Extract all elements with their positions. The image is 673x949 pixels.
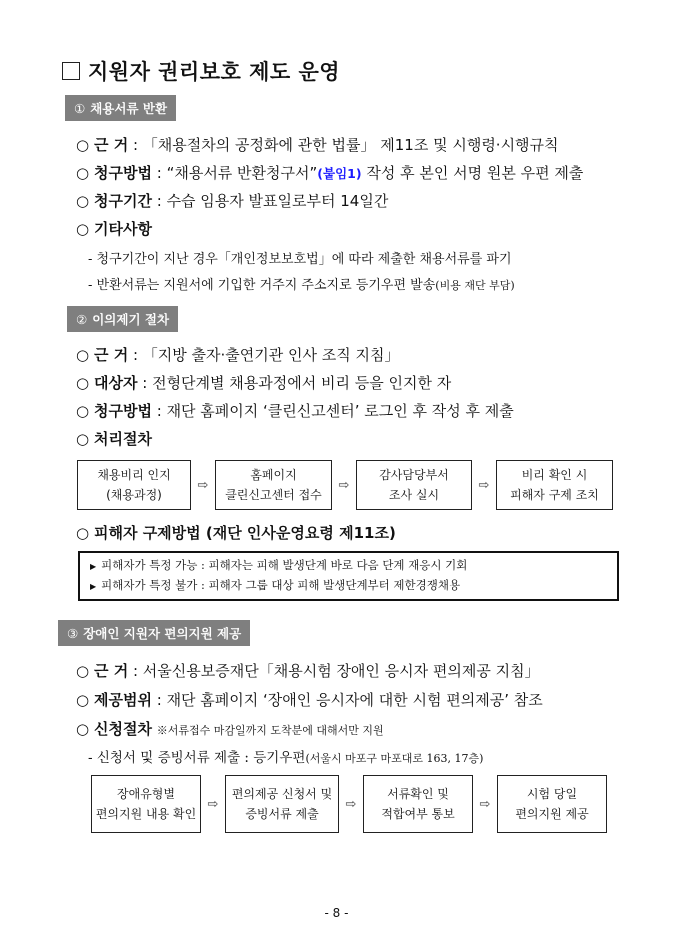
section2-item-method: ○ 청구방법 : 재단 홈페이지 ‘클린신고센터’ 로그인 후 작성 후 제출 bbox=[76, 402, 514, 420]
section3-item-scope: ○ 제공범위 : 재단 홈페이지 ‘장애인 응시자에 대한 시험 편의제공’ 참조 bbox=[76, 691, 543, 709]
circle-bullet-icon: ○ bbox=[76, 662, 90, 680]
arrow-right-icon: ⇨ bbox=[479, 796, 491, 812]
section1-item-period: ○ 청구기간 : 수습 임용자 발표일로부터 14일간 bbox=[76, 192, 389, 210]
redress-line-1: ▶ 피해자가 특정 가능 : 피해자는 피해 발생단계 바로 다음 단계 재응시 기회 bbox=[90, 558, 468, 572]
flow-step-3: 서류확인 및 적합여부 통보 bbox=[363, 775, 473, 833]
complaint-process-flow bbox=[77, 460, 613, 510]
circle-bullet-icon: ○ bbox=[76, 374, 90, 392]
arrow-right-icon: ⇨ bbox=[345, 796, 357, 812]
section1-subitem-2: - 반환서류는 지원서에 기입한 거주지 주소지로 등기우편 발송(비용 재단 부담) bbox=[88, 278, 515, 293]
flow-step-1: 장애유형별 편의지원 내용 확인 bbox=[91, 775, 201, 833]
flow-step-4: 비리 확인 시 피해자 구제 조치 bbox=[496, 460, 613, 510]
flow-step-4: 시험 당일 편의지원 제공 bbox=[497, 775, 607, 833]
section1-item-method: ○ 청구방법 : “채용서류 반환청구서”(붙임1) 작성 후 본인 서명 원본 우편 제출 bbox=[76, 164, 584, 182]
triangle-bullet-icon: ▶ bbox=[90, 582, 97, 591]
arrow-right-icon: ⇨ bbox=[197, 477, 209, 493]
circle-bullet-icon: ○ bbox=[76, 164, 90, 182]
flow-step-2: 홈페이지 클린신고센터 접수 bbox=[215, 460, 332, 510]
accommodation-process-flow bbox=[91, 775, 607, 833]
redress-line-2: ▶ 피해자가 특정 불가 : 피해자 그룹 대상 피해 발생단계부터 제한경쟁채용 bbox=[90, 578, 461, 592]
redress-box bbox=[78, 551, 619, 601]
section2-item-basis: ○ 근 거 : 「지방 출자·출연기관 인사 조직 지침」 bbox=[76, 346, 400, 364]
circle-bullet-icon: ○ bbox=[76, 136, 90, 154]
section1-subitem-1: - 청구기간이 지난 경우「개인정보보호법」에 따라 제출한 채용서류를 파기 bbox=[88, 252, 512, 267]
section-label-2: ② 이의제기 절차 bbox=[67, 306, 178, 332]
circle-bullet-icon: ○ bbox=[76, 402, 90, 420]
section-label-3: ③ 장애인 지원자 편의지원 제공 bbox=[58, 620, 250, 646]
page-title: 지원자 권리보호 제도 운영 bbox=[62, 56, 340, 86]
circle-bullet-icon: ○ bbox=[76, 720, 90, 738]
circle-bullet-icon: ○ bbox=[76, 220, 90, 238]
circle-bullet-icon: ○ bbox=[76, 691, 90, 709]
section1-item-basis: ○ 근 거 : 「채용절차의 공정화에 관한 법률」 제11조 및 시행령·시행규칙 bbox=[76, 136, 559, 154]
flow-step-1: 채용비리 인지 (채용과정) bbox=[77, 460, 191, 510]
section-label-1: ① 채용서류 반환 bbox=[65, 95, 176, 121]
section2-item-procedure: ○ 처리절차 bbox=[76, 430, 152, 448]
checkbox-square-icon bbox=[62, 62, 80, 80]
section2-item-target: ○ 대상자 : 전형단계별 채용과정에서 비리 등을 인지한 자 bbox=[76, 374, 452, 392]
circle-bullet-icon: ○ bbox=[76, 430, 90, 448]
section1-item-other: ○ 기타사항 bbox=[76, 220, 152, 238]
section3-item-basis: ○ 근 거 : 서울신용보증재단「채용시험 장애인 응시자 편의제공 지침」 bbox=[76, 662, 540, 680]
arrow-right-icon: ⇨ bbox=[207, 796, 219, 812]
section3-subitem: - 신청서 및 증빙서류 제출 : 등기우편(서울시 마포구 마포대로 163, 17층) bbox=[88, 750, 484, 766]
arrow-right-icon: ⇨ bbox=[338, 477, 350, 493]
circle-bullet-icon: ○ bbox=[76, 524, 90, 542]
circle-bullet-icon: ○ bbox=[76, 346, 90, 364]
flow-step-2: 편의제공 신청서 및 증빙서류 제출 bbox=[225, 775, 339, 833]
section3-item-application: ○ 신청절차 ※서류접수 마감일까지 도착분에 대해서만 지원 bbox=[76, 720, 384, 738]
section2-item-redress: ○ 피해자 구제방법 (재단 인사운영요령 제11조) bbox=[76, 524, 396, 542]
attachment-reference: (붙임1) bbox=[317, 166, 362, 181]
circle-bullet-icon: ○ bbox=[76, 192, 90, 210]
flow-step-3: 감사담당부서 조사 실시 bbox=[356, 460, 472, 510]
triangle-bullet-icon: ▶ bbox=[90, 562, 97, 571]
page-number: - 8 - bbox=[324, 906, 349, 920]
arrow-right-icon: ⇨ bbox=[478, 477, 490, 493]
